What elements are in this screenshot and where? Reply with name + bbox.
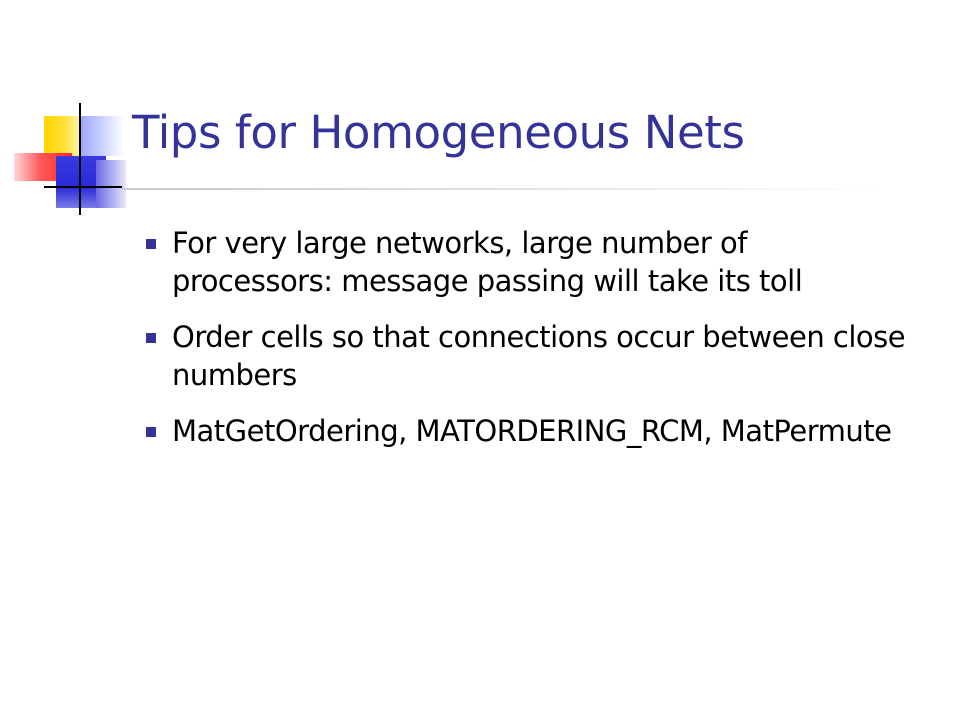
square-bullet-icon [146,333,156,343]
bullet-list [146,224,906,468]
bullet-text: MatGetOrdering, MATORDERING_RCM, MatPermute [172,414,892,448]
bullet-text: For very large networks, large number of processors: message passing will take its toll [172,226,803,298]
bullet-item [146,224,906,300]
title-divider [122,188,882,190]
logo-light-blue-square [80,116,124,156]
bullet-item [146,412,906,450]
square-bullet-icon [146,239,156,249]
square-bullet-icon [146,427,156,437]
logo-blue-fade [96,160,126,208]
bullet-text: Order cells so that connections occur between close numbers [172,320,906,392]
logo-vertical-line [79,103,81,215]
slide-title: Tips for Homogeneous Nets [132,106,745,159]
colored-squares-logo-icon [0,0,140,230]
logo-yellow-square [44,116,80,156]
logo-horizontal-line [44,186,122,188]
bullet-item [146,318,906,394]
